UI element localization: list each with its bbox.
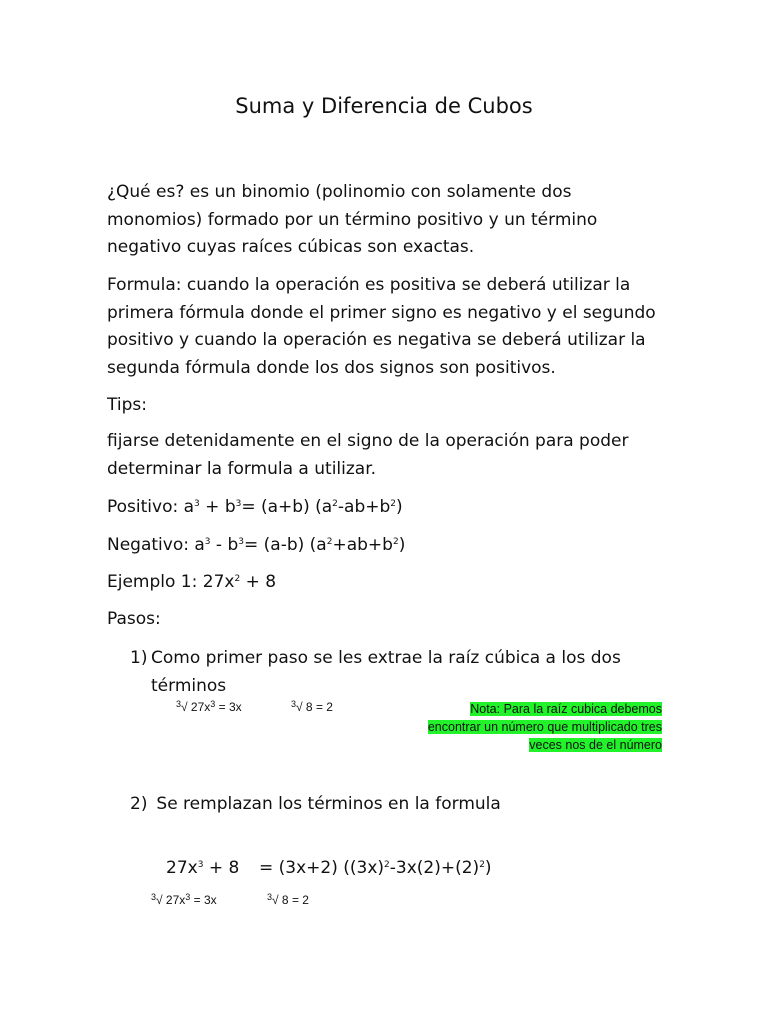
positivo-formula: Positivo: $a^3 + b^3= (a+b)$ $(a^2-ab+b^2)$ [107, 497, 403, 517]
equation-right: = (3x+2) $((3x)^2-3x(2)+(2)^2)$ [259, 858, 492, 878]
step-1-number: 1) [130, 648, 148, 668]
intro-paragraph: ¿Qué es? es un binomio (polinomio con solamente dos monomios) formado por un término positivo y un término negativo cuyas raíces cúbicas son exactas. [107, 182, 598, 257]
page-title: Suma y Diferencia de Cubos [235, 94, 533, 118]
equation-left: $27x^3 + 8$ [166, 858, 240, 878]
step-1-text: Como primer paso se les extrae la raíz cúbica a los dos términos [151, 648, 621, 696]
formula-paragraph: Formula: cuando la operación es positiva se deberá utilizar la primera fórmula donde el primer signo es negativo y el segundo positivo y cuando la operación es negativa se deberá utilizar la segunda fórmula donde los dos signos son positivos. [107, 275, 656, 378]
highlighted-note: Nota: Para la raíz cubica debemos encontrar un número que multiplicado tres veces nos de el número [427, 702, 662, 752]
cube-root-27x-2: $^3$√ $27x^3 = 3x$ [151, 892, 217, 907]
cube-root-8: $^3$√ 8 = 2 [291, 699, 333, 714]
ejemplo-line: Ejemplo 1: $27x^2 + 8$ [107, 572, 277, 592]
pasos-heading: Pasos: [107, 609, 161, 629]
step-2-number: 2) [130, 794, 148, 814]
tips-paragraph: fijarse detenidamente en el signo de la operación para poder determinar la formula a utilizar. [107, 431, 629, 479]
step-2-text: Se remplazan los términos en la formula [151, 794, 501, 814]
cube-root-8-2: $^3$√ 8 = 2 [267, 892, 309, 907]
negativo-formula: Negativo: $a^3 - b^3= (a-b)$ $(a^2+ab+b^2)$ [107, 535, 406, 555]
tips-heading: Tips: [107, 395, 147, 415]
cube-root-27x: $^3$√ $27x^3 = 3x$ [176, 699, 242, 714]
